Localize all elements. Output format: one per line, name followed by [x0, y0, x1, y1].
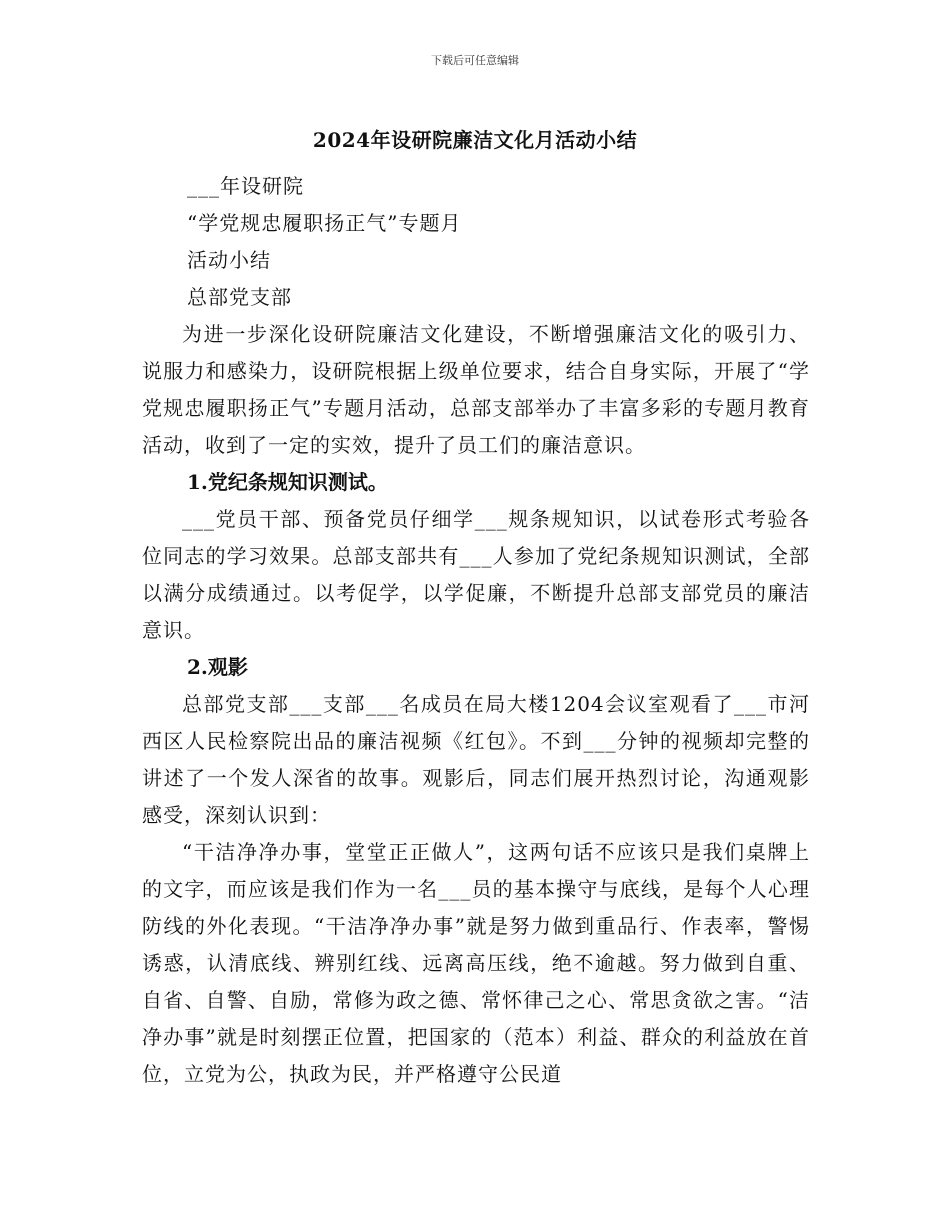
intro-line-branch: 总部党支部 — [187, 285, 292, 309]
intro-line-summary: 活动小结 — [187, 248, 271, 272]
intro-line-year: ___年设研院 — [187, 174, 304, 198]
page-header: 下载后可任意编辑 — [431, 54, 519, 67]
document-body — [142, 168, 810, 1093]
section2-paragraph-1: 总部党支部___支部___名成员在局大楼1204会议室观看了___市河西区人民检察院出品的廉洁视频《红包》。不到___分钟的视频却完整的讲述了一个发人深省的故事。观影后，同志们展开热烈讨论，沟通观影感受，深刻认识到： — [142, 692, 810, 827]
section1-paragraph: ___党员干部、预备党员仔细学___规条规知识，以试卷形式考验各位同志的学习效果。总部支部共有___人参加了党纪条规知识测试，全部以满分成绩通过。以考促学，以学促廉，不断提升总部支部党员的廉洁意识。 — [142, 507, 810, 642]
section2-paragraph-2: “干洁净净办事，堂堂正正做人”，这两句话不应该只是我们桌牌上的文字，而应该是我们作为一名___员的基本操守与底线，是每个人心理防线的外化表现。“干洁净净办事”就是努力做到重品行、作表率，警惕诱惑，认清底线、辨别红线、远离高压线，绝不逾越。努力做到自重、自省、自警、自励，常修为政之德、常怀律己之心、常思贪欲之害。“洁净办事”就是时刻摆正位置，把国家的（范本）利益、群众的利益放在首位，立党为公，执政为民，并严格遵守公民道 — [142, 840, 810, 1086]
section1-heading: 1.党纪条规知识测试。 — [187, 470, 388, 494]
document-title: 2024年设研院廉洁文化月活动小结 — [312, 128, 638, 152]
intro-paragraph: 为进一步深化设研院廉洁文化建设，不断增强廉洁文化的吸引力、说服力和感染力，设研院根据上级单位要求，结合自身实际，开展了“学党规忠履职扬正气”专题月活动，总部支部举办了丰富多彩的专题月教育活动，收到了一定的实效，提升了员工们的廉洁意识。 — [142, 322, 810, 457]
section2-heading: 2.观影 — [187, 655, 248, 679]
intro-line-theme: “学党规忠履职扬正气”专题月 — [187, 211, 462, 235]
